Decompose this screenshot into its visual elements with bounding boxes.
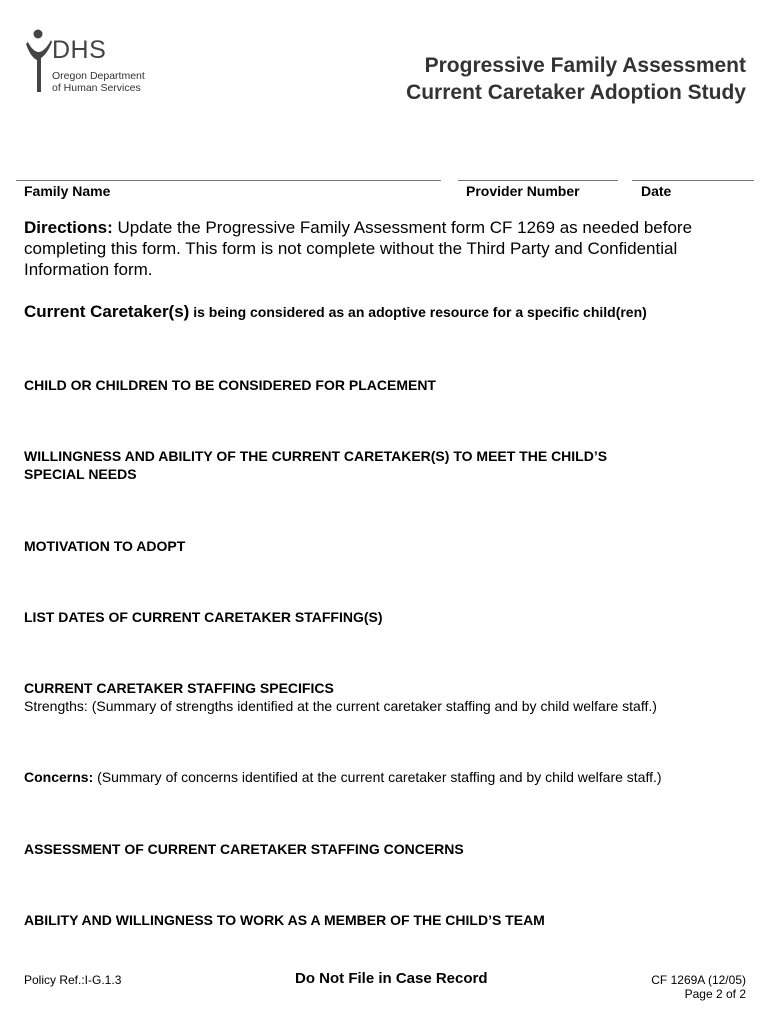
logo-org-line2: of Human Services: [52, 82, 141, 94]
family-name-line[interactable]: [16, 180, 441, 181]
section-staffing-specifics: CURRENT CARETAKER STAFFING SPECIFICS: [24, 680, 334, 696]
caretaker-statement: [24, 302, 647, 322]
do-not-file-notice: Do Not File in Case Record: [295, 970, 488, 987]
directions: [24, 217, 744, 280]
policy-reference: Policy Ref.:I-G.1.3: [24, 973, 122, 987]
section-motivation: MOTIVATION TO ADOPT: [24, 538, 186, 554]
concerns-note: [24, 768, 662, 786]
directions-text: Update the Progressive Family Assessment form CF 1269 as needed before completing this form. This form is not complete without the Third Party and Confidential Information form.: [24, 218, 693, 279]
section-assessment: ASSESSMENT OF CURRENT CARETAKER STAFFING CONCERNS: [24, 841, 464, 857]
logo-org-line1: Oregon Department: [52, 70, 145, 82]
form-id: CF 1269A (12/05): [651, 973, 746, 987]
dhs-logo: [22, 28, 162, 98]
title-line1: Progressive Family Assessment: [424, 54, 746, 77]
dhs-figure-icon: [22, 28, 56, 98]
strengths-note: Strengths: (Summary of strengths identified at the current caretaker staffing and by child welfare staff.): [24, 698, 657, 714]
section-child-placement: CHILD OR CHILDREN TO BE CONSIDERED FOR PLACEMENT: [24, 377, 436, 393]
directions-label: Directions:: [24, 218, 113, 237]
date-line[interactable]: [632, 180, 754, 181]
willingness-line2: SPECIAL NEEDS: [24, 466, 137, 482]
logo-org-name: [52, 70, 145, 94]
provider-number-label: Provider Number: [466, 183, 580, 199]
logo-acronym: DHS: [52, 36, 107, 64]
caretaker-text: is being considered as an adoptive resource for a specific child(ren): [189, 304, 647, 320]
family-name-label: Family Name: [24, 183, 111, 199]
concerns-text: (Summary of concerns identified at the current caretaker staffing and by child welfare staff.): [93, 769, 662, 785]
caretaker-label: Current Caretaker(s): [24, 302, 190, 321]
title-line2: Current Caretaker Adoption Study: [406, 81, 746, 104]
page-number: Page 2 of 2: [684, 987, 746, 1001]
date-label: Date: [641, 183, 672, 199]
form-info: [651, 973, 746, 1001]
section-staffing-dates: LIST DATES OF CURRENT CARETAKER STAFFING(S): [24, 609, 383, 625]
concerns-label: Concerns:: [24, 769, 94, 785]
willingness-line1: WILLINGNESS AND ABILITY OF THE CURRENT CARETAKER(S) TO MEET THE CHILD’S: [24, 448, 608, 464]
section-team: ABILITY AND WILLINGNESS TO WORK AS A MEMBER OF THE CHILD’S TEAM: [24, 912, 545, 928]
section-willingness: [24, 447, 607, 483]
page-title: [406, 52, 746, 106]
provider-number-line[interactable]: [458, 180, 618, 181]
